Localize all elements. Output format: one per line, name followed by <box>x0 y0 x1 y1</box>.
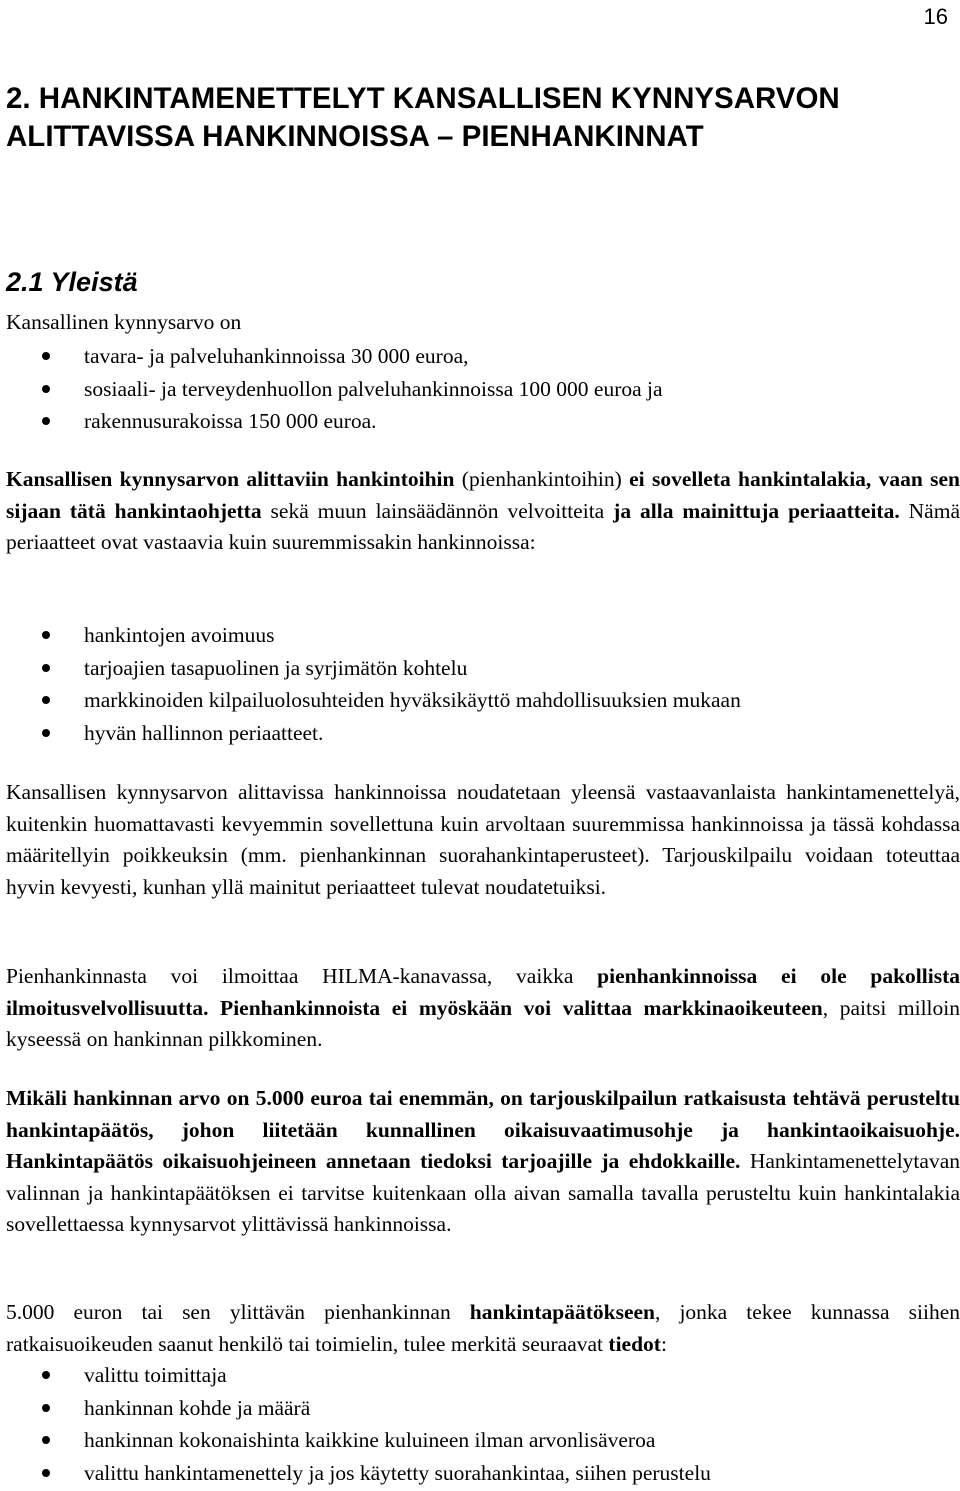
bullet-icon <box>42 352 50 360</box>
list-item-text: tavara- ja palveluhankinnoissa 30 000 euroa, <box>84 344 469 368</box>
page-number: 16 <box>923 4 948 29</box>
bullet-icon <box>42 696 50 704</box>
bold-text: Mikäli hankinnan arvo on 5.000 euroa tai enemmän, on tarjouskilpailun ratkaisusta tehtävä perusteltu hankintapäätös, johon liitetään kunnallinen oikaisuvaatimusohje ja hankintaoikaisuohje. Hankintapäätös oikaisuohjeineen annetaan tiedoksi tarjoajille ja ehdokkaille. <box>6 1086 960 1173</box>
list-item <box>0 717 960 750</box>
text: Kansallisen kynnysarvon alittavissa hankinnoissa noudatetaan yleensä vastaavanlaista hankintamenettelyä, kuitenkin huomattavasti kevyemmin sovellettuna kuin arvoltaan suuremmissa hankinnoissa ja tässä kohdassa määritellyin poikkeuksin (mm. pienhankinnan suorahankintaperusteet). Tarjouskilpailu voidaan toteuttaa hyvin kevyesti, kunhan yllä mainitut periaatteet tulevat noudatetuiksi. <box>6 780 960 899</box>
bold-text: tiedot <box>608 1331 661 1356</box>
list-item <box>0 340 960 373</box>
text: , jonka tekee kunnassa siihen ratkaisuoikeuden saanut henkilö tai toimielin, tulee merkitä seuraavat <box>6 1300 960 1356</box>
paragraph-decision <box>6 1083 960 1241</box>
paragraph-decision-info <box>6 1297 960 1360</box>
bullet-icon <box>42 385 50 393</box>
list-item-text: sosiaali- ja terveydenhuollon palveluhankinnoissa 100 000 euroa ja <box>84 376 663 401</box>
list-item-text: hankintojen avoimuus <box>84 623 275 647</box>
list-item-text: tarjoajien tasapuolinen ja syrjimätön kohtelu <box>84 655 468 680</box>
text: : <box>660 1331 667 1356</box>
list-item-text: rakennusurakoissa 150 000 euroa. <box>84 409 377 433</box>
text: 5.000 euron tai sen ylittävän pienhankinnan <box>6 1300 470 1324</box>
list-item <box>0 619 960 652</box>
bullet-icon <box>42 417 50 425</box>
list-item <box>0 1392 960 1425</box>
paragraph-hilma <box>6 961 960 1056</box>
list-item <box>0 405 960 438</box>
text: Pienhankinnasta voi ilmoittaa HILMA-kanavassa, vaikka <box>6 964 598 988</box>
intro-text: Kansallinen kynnysarvo on <box>6 310 242 334</box>
text: Nämä periaatteet ovat vastaavia kuin suuremmissakin hankinnoissa: <box>6 498 960 554</box>
list-item <box>0 1359 960 1392</box>
bullet-icon <box>42 729 50 737</box>
bullet-icon <box>42 1404 50 1412</box>
list-item <box>0 684 960 717</box>
principles-list <box>0 619 960 749</box>
text: , paitsi milloin kyseessä on hankinnan pilkkominen. <box>6 995 960 1051</box>
main-heading: 2. HANKINTAMENETTELYT KANSALLISEN KYNNYSARVON ALITTAVISSA HANKINNOISSA – PIENHANKINNAT <box>6 82 840 153</box>
bullet-icon <box>42 664 50 672</box>
bold-text: Kansallisen kynnysarvon alittaviin hankintoihin <box>6 467 455 491</box>
text: Hankintamenettelytavan valinnan ja hankintapäätöksen ei tarvitse kuitenkaan olla aivan samalla tavalla perusteltu kuin hankintalakia sovellettaessa kynnysarvot ylittävissä hankinnoissa. <box>6 1149 960 1236</box>
list-item-text: hyvän hallinnon periaatteet. <box>84 720 324 745</box>
list-item-text: valittu toimittaja <box>84 1363 227 1387</box>
bullet-icon <box>42 1469 50 1477</box>
bullet-icon <box>42 1371 50 1379</box>
bold-text: ja alla mainittuja periaatteita. <box>613 498 900 523</box>
list-item-text: hankinnan kokonaishinta kaikkine kuluineen ilman arvonlisäveroa <box>84 1428 656 1452</box>
list-item <box>0 1424 960 1457</box>
list-item-text: markkinoiden kilpailuolosuhteiden hyväksikäyttö mahdollisuuksien mukaan <box>84 688 741 712</box>
section-heading: 2.1 Yleistä <box>6 267 138 297</box>
text: (pienhankintoihin) <box>454 467 630 491</box>
bullet-icon <box>42 1436 50 1444</box>
bullet-icon <box>42 631 50 639</box>
bold-text: ei sovelleta hankintalakia, vaan sen sijaan tätä hankintaohjetta <box>6 467 960 523</box>
text: sekä muun lainsäädännön velvoitteita <box>261 498 614 523</box>
threshold-list <box>0 340 960 438</box>
bold-text: hankintapäätökseen <box>469 1300 655 1324</box>
list-item <box>0 1457 960 1490</box>
list-item <box>0 373 960 406</box>
list-item-text: valittu hankintamenettely ja jos käytetty suorahankintaa, siihen perustelu <box>84 1460 711 1485</box>
list-item-text: hankinnan kohde ja määrä <box>84 1395 311 1420</box>
bold-text: pienhankinnoissa ei ole pakollista ilmoitusvelvollisuutta. Pienhankinnoista ei myöskään voi valittaa markkinaoikeuteen <box>6 964 960 1020</box>
decision-info-list <box>0 1359 960 1489</box>
paragraph-principles <box>6 464 960 559</box>
paragraph-procedure <box>6 777 960 903</box>
list-item <box>0 652 960 685</box>
